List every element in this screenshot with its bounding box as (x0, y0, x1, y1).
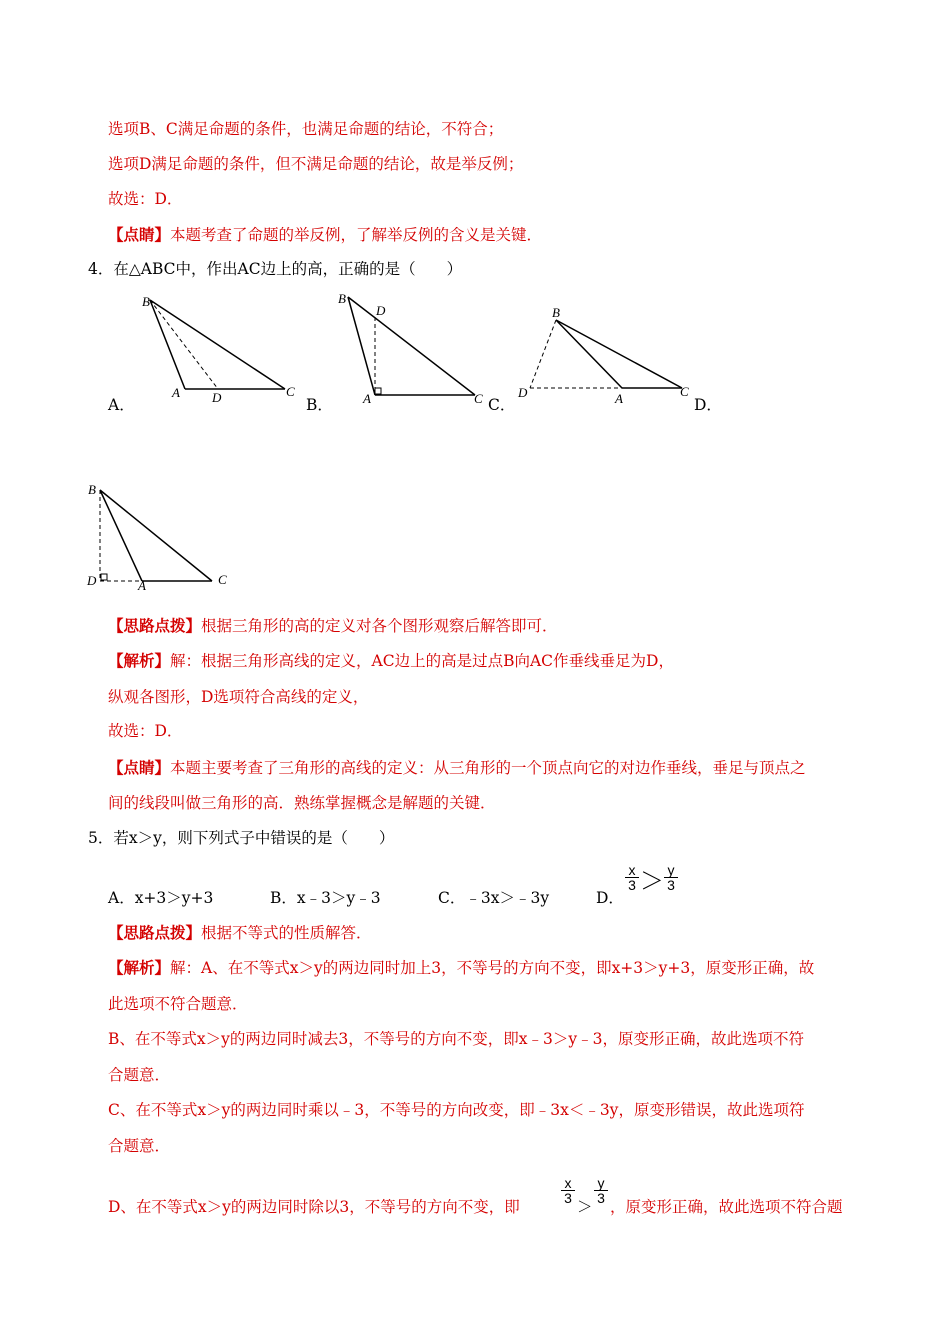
solution-5-line-3: 此选项不符合题意． (108, 995, 248, 1013)
option-4c: C． (488, 396, 516, 414)
tag-dianjing-2: 【点睛】 (108, 758, 171, 777)
tag-silu-2: 【思路点拨】 (108, 923, 202, 942)
solution-hint-4-text: 根据三角形的高的定义对各个图形观察后解答即可． (201, 617, 558, 635)
frac-den-3d: 3 (597, 1190, 605, 1206)
question-4: 4．在△ABC中，作出AC边上的高，正确的是（ ） (88, 260, 463, 278)
solution-5-line-4: B、在不等式x＞y的两边同时减去3，不等号的方向不变，即x﹣3＞y﹣3，原变形正确，故此选项不符 (108, 1030, 804, 1048)
fig-b-right-angle (375, 388, 381, 394)
solution-analysis-4 (108, 650, 674, 672)
solution-analysis-5-text: 解：A、在不等式x＞y的两边同时加上3，不等号的方向不变，即x+3＞y+3，原变形正确，故 (170, 959, 815, 977)
fig-a-altitude (150, 300, 218, 389)
option-5a: A．x+3＞y+3 (108, 889, 214, 907)
option-5d: D． (596, 889, 624, 907)
fig-b-label-c: C (474, 391, 483, 405)
fig-a-side-bc (150, 300, 285, 389)
fig-c-altitude (530, 320, 556, 388)
frac-y-over-3-b (594, 1176, 608, 1205)
fig-b-label-a: A (363, 391, 371, 405)
solution-analysis-4-text: 解：根据三角形高线的定义，AC边上的高是过点B向AC作垂线垂足为D， (170, 652, 674, 670)
fig-c-label-d: D (518, 385, 528, 400)
frac-num-x-b: x (564, 1175, 572, 1191)
solution-5-line-5: 合题意． (108, 1066, 171, 1084)
fig-c-side-ba (556, 320, 622, 388)
option-4b: B． (306, 396, 333, 414)
solution-point-4-text: 本题主要考查了三角形的高线的定义：从三角形的一个顶点向它的对边作垂线，垂足与顶点之 (170, 759, 806, 777)
line-3: 故选：D． (108, 190, 183, 208)
fig-c-label-a: A (615, 391, 623, 406)
solution-point-4 (108, 757, 806, 779)
option-4d: D． (694, 396, 722, 414)
fig-d-side-bc (100, 490, 212, 581)
greater-than-sign-b: ＞ (577, 1198, 593, 1216)
solution-line-6: 间的线段叫做三角形的高．熟练掌握概念是解题的关键． (108, 794, 496, 812)
solution-hint-5-text: 根据不等式的性质解答． (201, 924, 372, 942)
solution-hint-4 (108, 615, 558, 637)
solution-hint-5 (108, 922, 372, 944)
fig-b-side-bc (348, 297, 475, 395)
fig-d-side-ba (100, 490, 142, 581)
tag-jiexi: 【解析】 (108, 651, 171, 670)
option-5b: B．x﹣3＞y﹣3 (270, 889, 381, 907)
option-4a: A． (108, 396, 135, 414)
solution-5-line-8a: D、在不等式x＞y的两边同时除以3，不等号的方向不变，即 (108, 1198, 520, 1216)
fig-d-label-a: A (138, 578, 146, 593)
fig-a-side-ba (150, 300, 185, 389)
solution-line-4: 故选：D． (108, 722, 183, 740)
fig-c-label-b: B (552, 305, 560, 320)
figure-d (82, 478, 242, 593)
fig-d-label-d: D (87, 573, 97, 588)
fig-a-label-a: A (172, 385, 180, 400)
frac-num-x: x (628, 862, 636, 878)
figure-b (330, 285, 490, 405)
fig-b-side-ba (348, 297, 375, 395)
greater-than-sign: ＞ (640, 867, 664, 895)
frac-den-3c: 3 (564, 1190, 572, 1206)
fig-c-label-c: C (680, 384, 689, 399)
frac-x-over-3 (625, 863, 639, 892)
fig-b-label-b: B (338, 291, 346, 306)
line-4 (108, 224, 542, 246)
tag-silu: 【思路点拨】 (108, 616, 202, 635)
fig-d-right-angle (101, 574, 107, 580)
frac-num-y: y (667, 862, 675, 878)
frac-den-3b: 3 (667, 877, 675, 893)
fig-c-side-bc (556, 320, 682, 388)
solution-analysis-5 (108, 957, 814, 979)
question-5: 5．若x＞y，则下列式子中错误的是（ ） (88, 829, 395, 847)
fig-a-label-b: B (142, 294, 150, 309)
fig-d-label-c: C (218, 572, 227, 587)
solution-5-line-6: C、在不等式x＞y的两边同时乘以﹣3，不等号的方向改变，即﹣3x＜﹣3y，原变形错误，故此选项符 (108, 1101, 805, 1119)
line-2: 选项D满足命题的条件，但不满足命题的结论，故是举反例； (108, 155, 524, 173)
figure-c (512, 302, 697, 407)
fig-b-label-d: D (376, 303, 386, 318)
solution-5-line-7: 合题意． (108, 1137, 171, 1155)
frac-x-over-3-b (561, 1176, 575, 1205)
line-4-text: 本题考查了命题的举反例，了解举反例的含义是关键． (170, 226, 543, 244)
figure-a (130, 290, 300, 405)
frac-num-y-b: y (597, 1175, 605, 1191)
solution-5-line-8b: ，原变形正确，故此选项不符合题 (610, 1198, 843, 1216)
fig-a-label-c: C (286, 384, 295, 399)
solution-line-3: 纵观各图形，D选项符合高线的定义， (108, 688, 369, 706)
line-1: 选项B、C满足命题的条件，也满足命题的结论，不符合； (108, 120, 504, 138)
frac-y-over-3 (664, 863, 678, 892)
option-5c: C．﹣3x＞﹣3y (438, 889, 550, 907)
fig-a-label-d: D (212, 390, 222, 405)
tag-jiexi-2: 【解析】 (108, 958, 171, 977)
tag-dianjing: 【点睛】 (108, 225, 171, 244)
fig-d-label-b: B (88, 482, 96, 497)
frac-den-3: 3 (628, 877, 636, 893)
